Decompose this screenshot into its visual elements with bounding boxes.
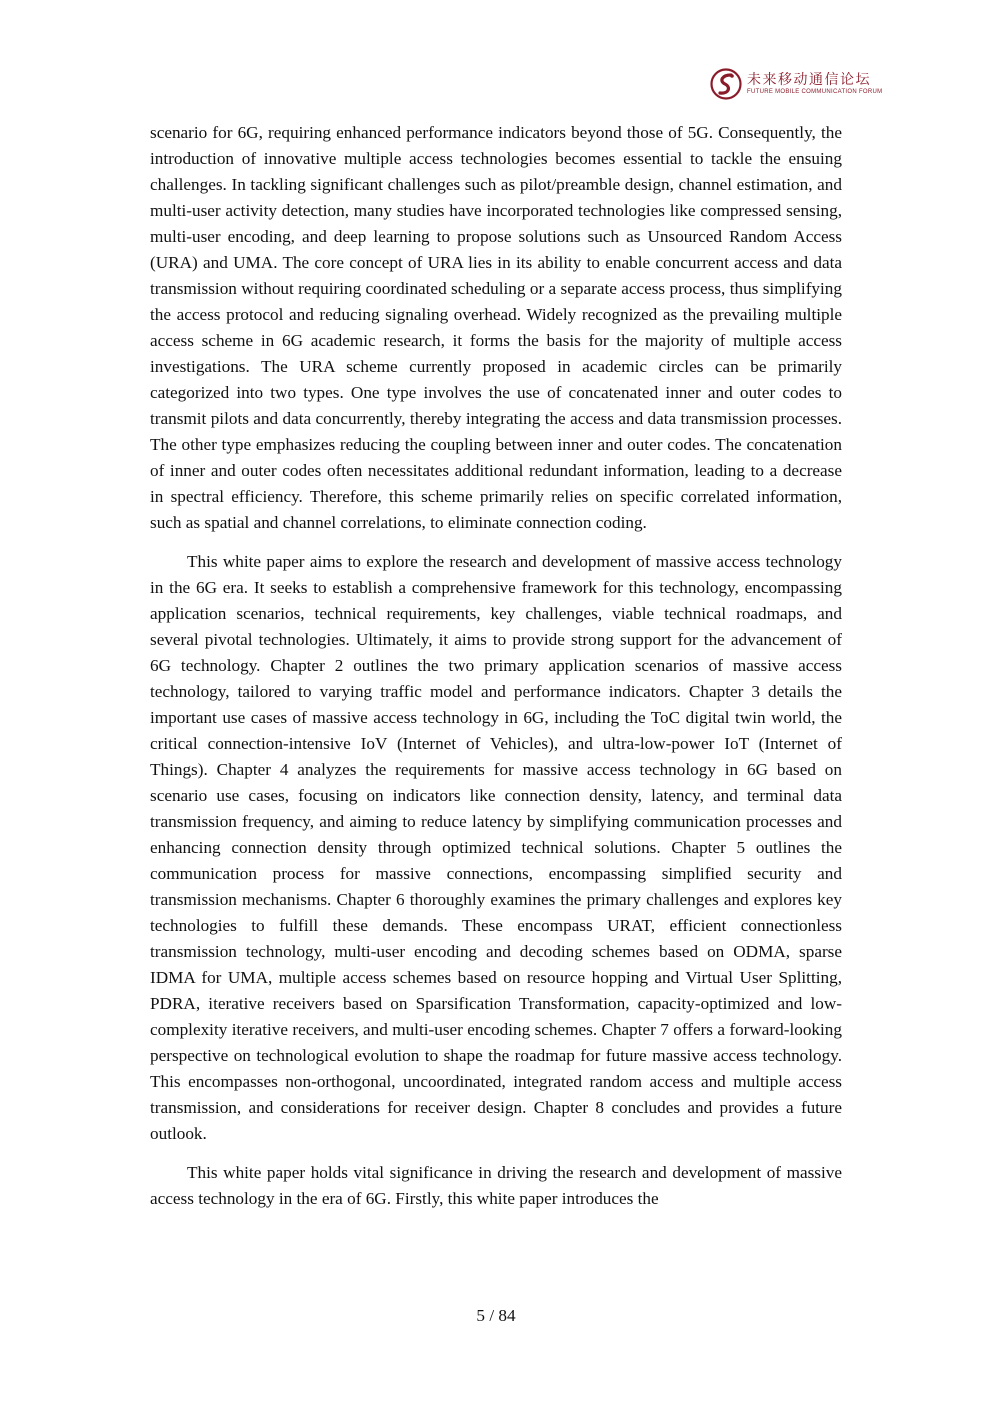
forum-logo [710, 66, 882, 102]
forum-name-chinese: 未来移动通信论坛 [747, 72, 871, 88]
page-body [150, 120, 842, 1212]
body-paragraph: This white paper holds vital significance in driving the research and development of massive access technology in the era of 6G. Firstly, this white paper introduces the [150, 1163, 842, 1208]
forum-logo-icon [710, 68, 742, 100]
body-paragraph: This white paper aims to explore the research and development of massive access technology in the 6G era. It seeks to establish a comprehensive framework for this technology, encompassing application scenarios, technical requirements, key challenges, viable technical roadmaps, and several pivotal technologies. Ultimately, it aims to provide strong support for the advancement of 6G technology. Chapter 2 outlines the two primary application scenarios of massive access technology, tailored to varying traffic model and performance indicators. Chapter 3 details the important use cases of massive access technology in 6G, including the ToC digital twin world, the critical connection-intensive IoV (Internet of Vehicles), and ultra-low-power IoT (Internet of Things). Chapter 4 analyzes the requirements for massive access technology in 6G based on scenario use cases, focusing on indicators like connection density, latency, and terminal data transmission frequency, and aiming to reduce latency by simplifying communication processes and enhancing connection density through optimized technical solutions. Chapter 5 outlines the communication process for massive connections, encompassing simplified security and transmission mechanisms. Chapter 6 thoroughly examines the primary challenges and explores key technologies to fulfill these demands. These encompass URAT, efficient connectionless transmission technology, multi-user encoding and decoding schemes based on ODMA, sparse IDMA for UMA, multiple access schemes based on resource hopping and Virtual User Splitting, PDRA, iterative receivers based on Sparsification Transformation, capacity-optimized and low-complexity iterative receivers, and multi-user encoding schemes. Chapter 7 offers a forward-looking perspective on technological evolution to shape the roadmap for future massive access technology. This encompasses non-orthogonal, uncoordinated, integrated random access and multiple access transmission, and considerations for receiver design. Chapter 8 concludes and provides a future outlook. [150, 552, 842, 1143]
forum-name-english: FUTURE MOBILE COMMUNICATION FORUM [747, 89, 883, 95]
body-paragraph-continued: scenario for 6G, requiring enhanced performance indicators beyond those of 5G. Consequently, the introduction of innovative multiple access technologies becomes essential to tackle the ensuing challenges. In tackling significant challenges such as pilot/preamble design, channel estimation, and multi-user activity detection, many studies have incorporated technologies like compressed sensing, multi-user encoding, and deep learning to propose solutions such as Unsourced Random Access (URA) and UMA. The core concept of URA lies in its ability to enable concurrent access and data transmission without requiring coordinated scheduling or a separate access process, thus simplifying the access protocol and reducing signaling overhead. Widely recognized as the prevailing multiple access scheme in 6G academic research, it forms the basis for the majority of multiple access investigations. The URA scheme currently proposed in academic circles can be primarily categorized into two types. One type involves the use of concatenated inner and outer codes to transmit pilots and data concurrently, thereby integrating the access and data transmission processes. The other type emphasizes reducing the coupling between inner and outer codes. The concatenation of inner and outer codes often necessitates additional redundant information, leading to a decrease in spectral efficiency. Therefore, this scheme primarily relies on specific correlated information, such as spatial and channel correlations, to eliminate connection coding. [150, 123, 842, 532]
page-number: 5 / 84 [476, 1306, 516, 1325]
